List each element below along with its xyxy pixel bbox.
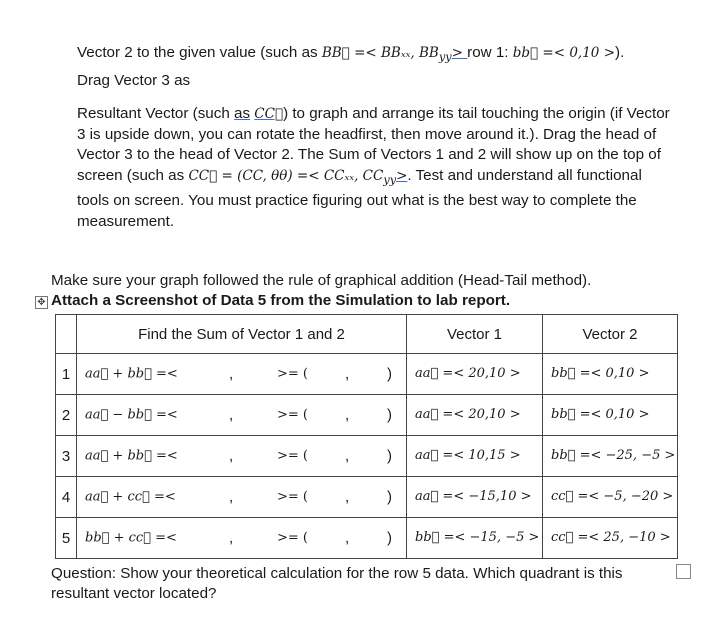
row-number: 4	[56, 477, 77, 518]
header-vector-1: Vector 1	[407, 315, 543, 354]
vector-1-cell: aa⃗ =< 20,10 >	[407, 354, 543, 395]
angle-open: >= (	[277, 407, 308, 423]
comma-2: ,	[345, 529, 350, 547]
vector-1-cell: aa⃗ =< 20,10 >	[407, 395, 543, 436]
p3-math-2b: yy	[383, 173, 397, 187]
vector-2-cell: bb⃗ =< 0,10 >	[543, 395, 678, 436]
comma-2: ,	[345, 406, 350, 424]
vector-sum-table	[55, 314, 678, 559]
table-move-handle-icon[interactable]: ✥	[35, 296, 48, 309]
p3-math-2	[188, 167, 408, 187]
p3-underlined-as: as	[234, 105, 251, 122]
p3-math-1: CC⃗	[254, 106, 284, 122]
vector-2-cell: cc⃗ =< 25, −10 >	[543, 518, 678, 559]
angle-open: >= (	[277, 489, 308, 505]
row-number: 2	[56, 395, 77, 436]
sum-cell[interactable]	[77, 395, 407, 436]
sum-expression: aa⃗ + bb⃗ =<	[85, 366, 178, 382]
paragraph-resultant-vector	[77, 104, 677, 232]
comma-2: ,	[345, 365, 350, 383]
row-number: 1	[56, 354, 77, 395]
comma-1: ,	[229, 488, 234, 506]
p1-math-1b: yy	[438, 50, 452, 64]
sum-expression: aa⃗ + bb⃗ =<	[85, 448, 178, 464]
paren-close: )	[387, 529, 392, 547]
comma-2: ,	[345, 447, 350, 465]
attach-screenshot-heading: Attach a Screenshot of Data 5 from the Simulation to lab report.	[51, 292, 511, 309]
vector-2-cell: bb⃗ =< 0,10 >	[543, 354, 678, 395]
vector-1-cell: bb⃗ =< −15, −5 >	[407, 518, 543, 559]
p3-text-c: . Test and understand all functional tools on screen. You must practice figuring out what is the best way to complete the measurement.	[77, 166, 642, 230]
header-sum: Find the Sum of Vector 1 and 2	[77, 315, 407, 354]
table-row	[56, 395, 678, 436]
vector-2-cell: cc⃗ =< −5, −20 >	[543, 477, 678, 518]
vector-1-cell: aa⃗ =< 10,15 >	[407, 436, 543, 477]
comma-2: ,	[345, 488, 350, 506]
p1-math-1a: BB⃗ =< BBₓₓ, BB	[321, 45, 439, 61]
paragraph-drag-vector-3: Drag Vector 3 as	[77, 72, 191, 89]
sum-cell[interactable]	[77, 354, 407, 395]
table-row	[56, 518, 678, 559]
paren-close: )	[387, 365, 392, 383]
p1-math-1	[321, 45, 468, 64]
p1-math-2: bb⃗ =< 0,10 >	[512, 45, 616, 61]
comma-1: ,	[229, 447, 234, 465]
table-row	[56, 436, 678, 477]
paren-close: )	[387, 406, 392, 424]
checkbox[interactable]	[676, 564, 691, 579]
vector-1-cell: aa⃗ =< −15,10 >	[407, 477, 543, 518]
header-number	[56, 315, 77, 354]
p3-math-2c: >	[396, 167, 408, 184]
row-number: 3	[56, 436, 77, 477]
row-number: 5	[56, 518, 77, 559]
p1-text-c: ).	[615, 44, 625, 61]
paren-close: )	[387, 447, 392, 465]
header-vector-2: Vector 2	[543, 315, 678, 354]
sum-cell[interactable]	[77, 518, 407, 559]
p3-text-b: ) to graph and arrange its tail touching the origin (if Vector 3 is upside down, you can rotate the headfirst, then move around it.). Drag the head of Vector 3 to the head of Vector 2. The Sum of Vectors 1 and 2 will show up on the top of screen (such as	[77, 105, 670, 184]
sum-cell[interactable]	[77, 477, 407, 518]
angle-open: >= (	[277, 448, 308, 464]
instruction-text: Make sure your graph followed the rule of graphical addition (Head-Tail method).	[51, 272, 592, 289]
p3-text-a: Resultant Vector (such	[77, 105, 235, 122]
question-text: Question: Show your theoretical calculation for the row 5 data. Which quadrant is this resultant vector located?	[51, 565, 623, 602]
p1-text-b: row 1:	[467, 44, 513, 61]
table-header-row	[56, 315, 678, 354]
p3-math-2a: CC⃗ = (CC, θθ) =< CCₓₓ, CC	[188, 167, 384, 184]
p1-text-a: Vector 2 to the given value (such as	[77, 44, 322, 61]
paren-close: )	[387, 488, 392, 506]
sum-expression: aa⃗ − bb⃗ =<	[85, 407, 178, 423]
sum-expression: aa⃗ + cc⃗ =<	[85, 489, 176, 505]
vector-2-cell: bb⃗ =< −25, −5 >	[543, 436, 678, 477]
comma-1: ,	[229, 529, 234, 547]
comma-1: ,	[229, 406, 234, 424]
table-row	[56, 477, 678, 518]
p1-math-1c: >	[451, 45, 468, 61]
sum-expression: bb⃗ + cc⃗ =<	[85, 530, 177, 546]
comma-1: ,	[229, 365, 234, 383]
angle-open: >= (	[277, 366, 308, 382]
paragraph-vector-2	[77, 43, 677, 68]
sum-cell[interactable]	[77, 436, 407, 477]
angle-open: >= (	[277, 530, 308, 546]
table-row	[56, 354, 678, 395]
